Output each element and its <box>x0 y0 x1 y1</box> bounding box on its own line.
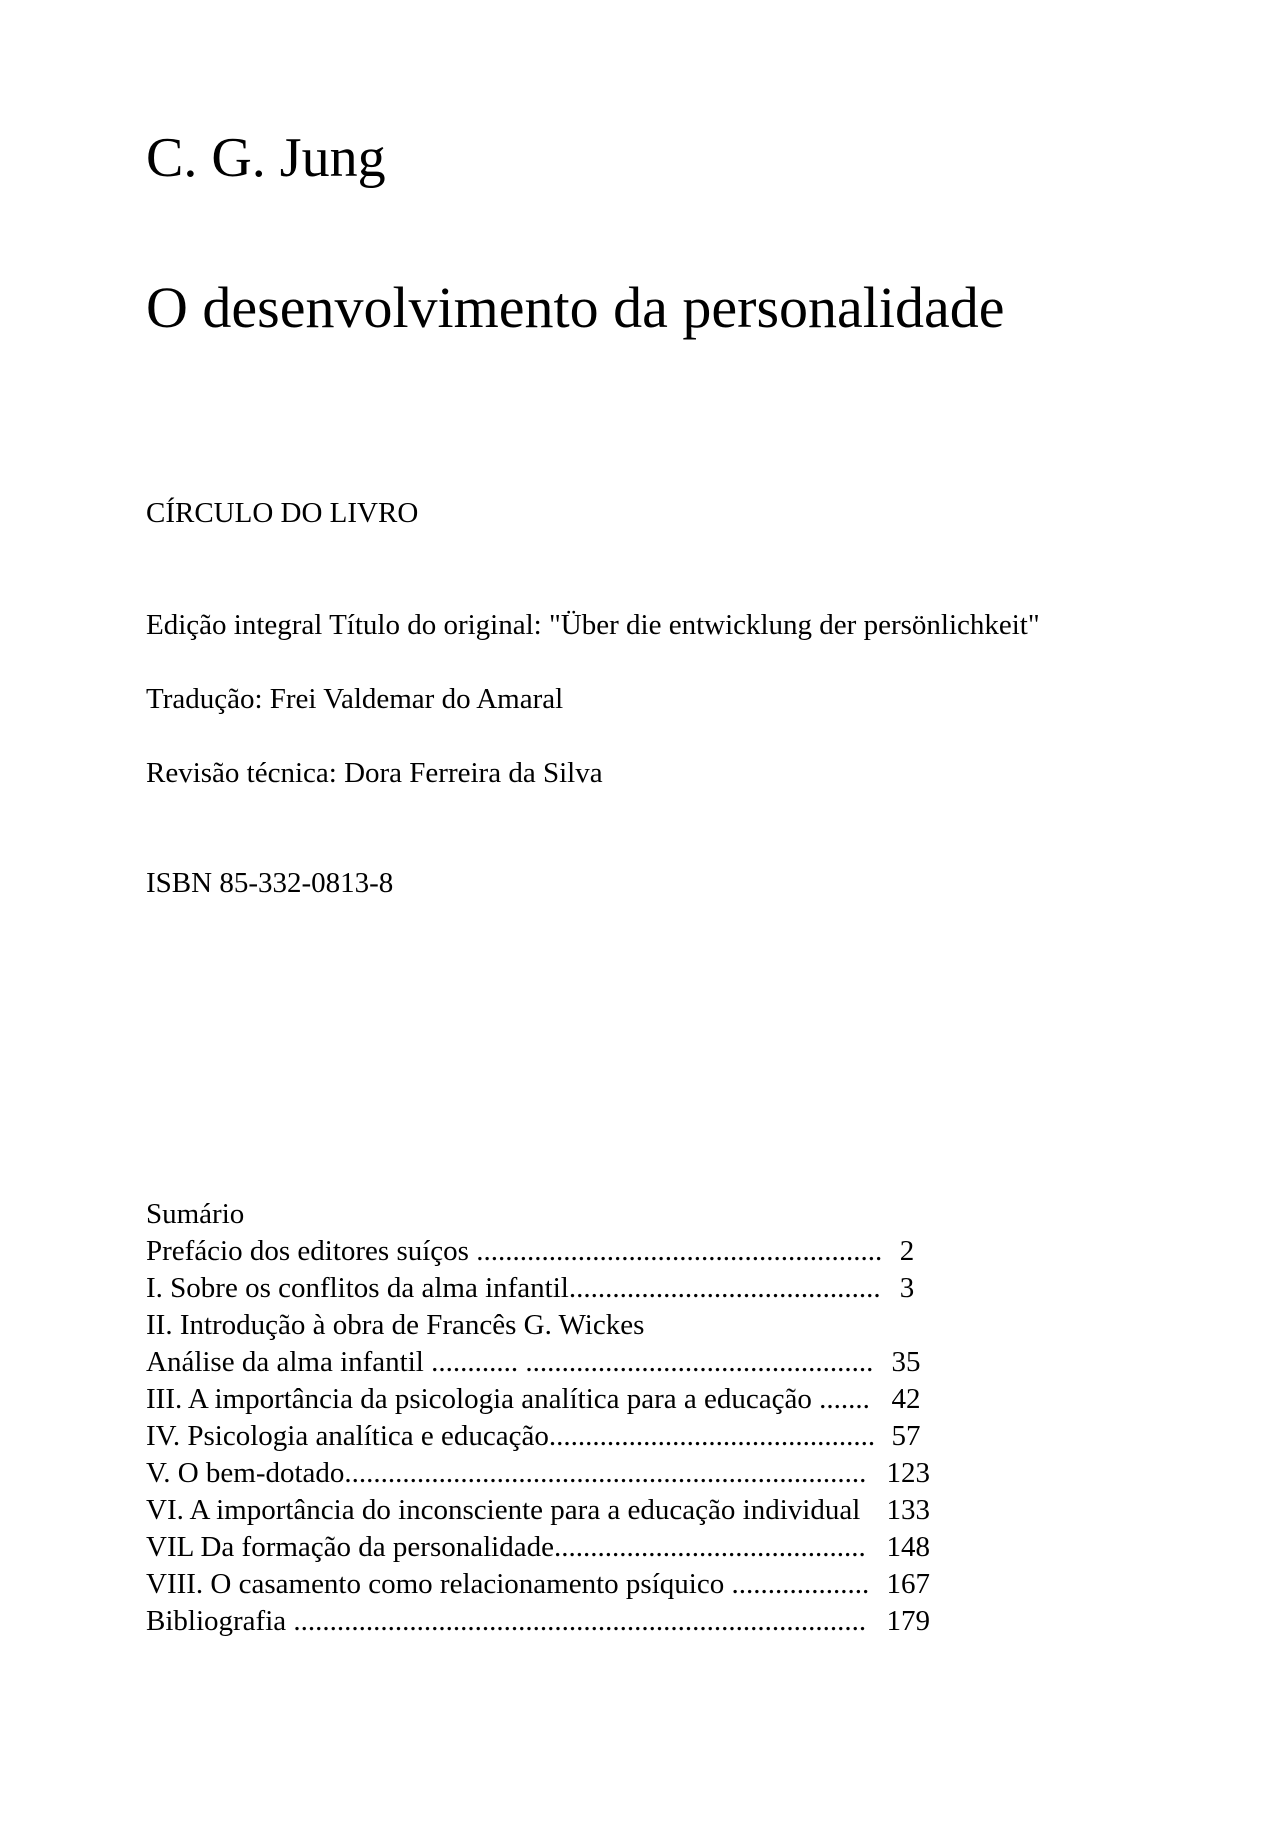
edition-info: Edição integral Título do original: "Über die entwicklung der persönlichkeit" <box>146 609 1040 641</box>
toc-entry-page: 2 <box>899 1235 915 1267</box>
toc-row <box>146 1270 1046 1307</box>
toc-entry-text: Análise da alma infantil ............ ................................................ <box>146 1346 874 1378</box>
toc-entry-text: III. A importância da psicologia analítica para a educação ....... <box>146 1383 870 1415</box>
toc-row <box>146 1344 1046 1381</box>
toc-entry-page: 179 <box>886 1605 930 1637</box>
revision-credit: Revisão técnica: Dora Ferreira da Silva <box>146 757 603 789</box>
toc-entry-page: 57 <box>891 1420 921 1452</box>
toc-entry-page: 42 <box>891 1383 921 1415</box>
toc-row <box>146 1418 1046 1455</box>
toc-entry-text: Bibliografia ............................................................................... <box>146 1605 867 1637</box>
toc-row <box>146 1566 1046 1603</box>
toc-row <box>146 1603 1046 1640</box>
toc-entry-page: 3 <box>899 1272 915 1304</box>
translation-credit: Tradução: Frei Valdemar do Amaral <box>146 683 564 715</box>
toc-row <box>146 1455 1046 1492</box>
toc-entry-text: I. Sobre os conflitos da alma infantil........................................... <box>146 1272 881 1304</box>
toc-entry-page: 123 <box>886 1457 930 1489</box>
toc-entry-text: II. Introdução à obra de Francês G. Wickes <box>146 1309 645 1341</box>
toc-row <box>146 1381 1046 1418</box>
toc-entry-page: 35 <box>891 1346 921 1378</box>
toc-entry-text: VI. A importância do inconsciente para a educação individual <box>146 1494 861 1526</box>
publisher-name: CÍRCULO DO LIVRO <box>146 497 419 529</box>
toc-entry-page: 148 <box>886 1531 930 1563</box>
toc-row <box>146 1529 1046 1566</box>
toc-entry-page: 167 <box>886 1568 930 1600</box>
toc-entry-text: VIL Da formação da personalidade........................................... <box>146 1531 866 1563</box>
toc-entry-text: VIII. O casamento como relacionamento psíquico ................... <box>146 1568 870 1600</box>
toc-heading: Sumário <box>146 1198 245 1230</box>
book-title: O desenvolvimento da personalidade <box>146 275 1005 340</box>
author-name: C. G. Jung <box>146 127 386 189</box>
isbn-number: ISBN 85-332-0813-8 <box>146 867 394 899</box>
toc-row <box>146 1233 1046 1270</box>
toc-row <box>146 1492 1046 1529</box>
table-of-contents <box>146 1196 1046 1640</box>
toc-entry-page: 133 <box>886 1494 930 1526</box>
toc-row <box>146 1307 1046 1344</box>
toc-entry-text: V. O bem-dotado........................................................................ <box>146 1457 867 1489</box>
toc-entry-text: IV. Psicologia analítica e educação............................................. <box>146 1420 876 1452</box>
toc-entry-text: Prefácio dos editores suíços ........................................................ <box>146 1235 883 1267</box>
